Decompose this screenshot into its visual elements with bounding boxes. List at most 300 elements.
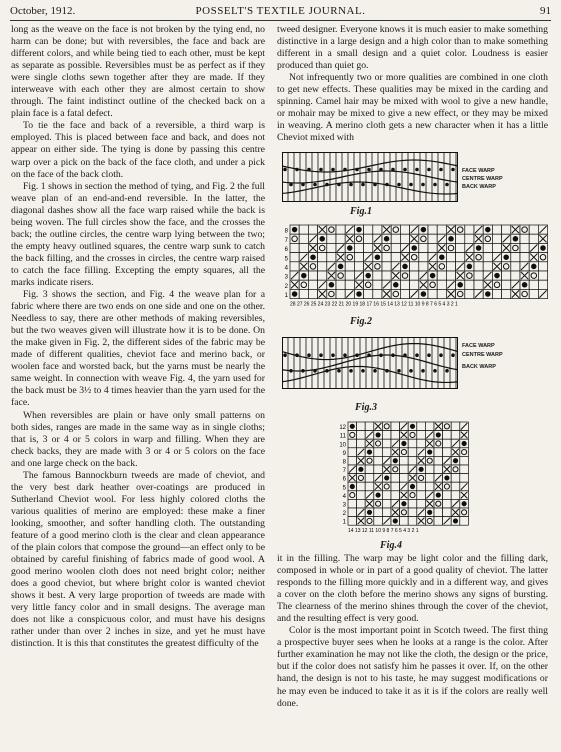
riser-full-circle (457, 282, 463, 288)
weave-cell (382, 508, 391, 517)
filling-pick (313, 183, 317, 187)
weave-cell (364, 289, 373, 298)
weave-cell (419, 253, 428, 262)
weave-cell (529, 234, 538, 243)
riser-full-circle (367, 510, 372, 515)
riser-full-circle (393, 458, 398, 463)
weave-cell (502, 289, 511, 298)
weave-cell (474, 271, 483, 280)
filling-pick (379, 353, 383, 357)
fig2-diagram (282, 223, 552, 315)
weave-cell (382, 439, 391, 448)
weave-cell (456, 234, 465, 243)
fig3-diagram (282, 337, 458, 395)
filling-pick (367, 168, 371, 172)
riser-full-circle (350, 424, 355, 429)
riser-full-circle (384, 475, 389, 480)
paragraph: To tie the face and back of a reversible, a third warp is employed. This is placed between face and back, and does not appear on either side. The tying is done by passing this centre warp over a pick on the back of the face cloth, and under a pick on the face of the back cloth. (11, 120, 265, 180)
row-number: 7 (342, 468, 346, 475)
weave-cell (374, 456, 383, 465)
weave-cell (348, 499, 357, 508)
weave-cell (425, 482, 434, 491)
weave-cell (308, 271, 317, 280)
row-number: 2 (342, 511, 346, 518)
riser-full-circle (421, 227, 427, 233)
weave-cell (348, 456, 357, 465)
weave-cell (400, 474, 409, 483)
filling-pick (427, 168, 431, 172)
filling-pick (427, 353, 431, 357)
weave-cell (408, 456, 417, 465)
weave-cell (417, 422, 426, 431)
weave-cell (373, 289, 382, 298)
weave-cell (456, 243, 465, 252)
filling-pick (325, 183, 329, 187)
filling-pick (433, 183, 437, 187)
filling-pick (391, 168, 395, 172)
weave-cell (474, 280, 483, 289)
weave-cell (336, 234, 345, 243)
filling-pick (349, 183, 353, 187)
filling-pick (289, 369, 293, 373)
row-number: 6 (284, 247, 288, 254)
weave-cell (437, 225, 446, 234)
riser-full-circle (301, 273, 307, 279)
riser-full-circle (513, 236, 519, 242)
figure-3-section (282, 337, 458, 395)
riser-full-circle (356, 227, 362, 233)
riser-full-circle (402, 264, 408, 270)
weave-cell (410, 271, 419, 280)
filling-pick (391, 353, 395, 357)
column-numbers: 14 13 12 11 10 9 8 7 6 5 4 3 2 1 (348, 528, 419, 535)
fig4-diagram (336, 420, 476, 548)
filling-pick (409, 183, 413, 187)
row-number: 4 (342, 493, 346, 500)
riser-full-circle (485, 291, 491, 297)
riser-full-circle (356, 291, 362, 297)
weave-cell (434, 517, 443, 526)
filling-pick (445, 183, 449, 187)
weave-cell (443, 491, 452, 500)
weave-cell (357, 482, 366, 491)
weave-cell (299, 289, 308, 298)
filling-pick (439, 353, 443, 357)
weave-cell (529, 289, 538, 298)
fig3-label-back-warp: BACK WARP (462, 364, 496, 370)
riser-full-circle (338, 264, 344, 270)
weave-cell (428, 289, 437, 298)
filling-pick (379, 168, 383, 172)
filling-pick (421, 183, 425, 187)
filling-pick (325, 369, 329, 373)
weave-cell (483, 262, 492, 271)
weave-cell (391, 422, 400, 431)
filling-pick (313, 369, 317, 373)
weave-cell (443, 448, 452, 457)
weave-cell (460, 517, 469, 526)
filling-pick (439, 168, 443, 172)
row-number: 4 (284, 265, 288, 272)
riser-full-circle (448, 236, 454, 242)
riser-full-circle (444, 475, 449, 480)
weave-cell (425, 465, 434, 474)
filling-pick (403, 353, 407, 357)
row-number: 10 (339, 442, 346, 449)
filling-pick (373, 183, 377, 187)
filling-pick (307, 353, 311, 357)
filling-pick (433, 369, 437, 373)
weave-cell (443, 499, 452, 508)
filling-pick (349, 369, 353, 373)
riser-full-circle (329, 282, 335, 288)
filling-pick (289, 183, 293, 187)
weave-cell (357, 422, 366, 431)
weave-cell (451, 482, 460, 491)
weave-cell (327, 243, 336, 252)
fig1-diagram (282, 152, 458, 212)
riser-full-circle (503, 254, 509, 260)
weave-cell (400, 289, 409, 298)
paragraph: The famous Bannockburn tweeds are made of cheviot, and the very best dark heather over-coatings are produced in Sutherland Cheviot wool. For less highly colored cloths the various qualities of merino are employed: these make a finer looking, smoother, and softer handling cloth. The outstanding feature of a good merino cloth is the clear and clean appearance of the plain colors that compose the ground—an effect only to be obtained by careful finishing of fabrics made of good wool. A good merino woolen cloth does not need bright color; neither does a good cheviot, but where bright color is wanted cheviot shows it best. A very large proportion of tweeds are made with very little fancy color and in small designs. The average man does not like a conspicuous color, and must have his designs rather under than over 2 inches in size, and yet he must have distinction. It is this that constitutes the greatest difficulty of the (11, 469, 265, 650)
riser-full-circle (531, 264, 537, 270)
paragraph: Not infrequently two or more qualities are combined in one cloth to get new effects. These qualities may be mixed in the carding and spinning. Camel hair may be mixed with wool to give a new handle, or mohair may be mixed to give a new effect, or they may be mixed in weaving. A merino cloth gets a new character when it has a little Cheviot mixed with (277, 72, 548, 144)
weave-cell (374, 465, 383, 474)
figure-2-weave-plan (282, 223, 552, 315)
weave-cell (354, 262, 363, 271)
weave-cell (364, 234, 373, 243)
weave-cell (382, 431, 391, 440)
riser-full-circle (310, 254, 316, 260)
row-number: 3 (284, 274, 288, 281)
weave-cell (446, 253, 455, 262)
weave-cell (327, 253, 336, 262)
weave-cell (465, 289, 474, 298)
riser-full-circle (401, 441, 406, 446)
weave-cell (345, 271, 354, 280)
weave-cell (417, 482, 426, 491)
page-number: 91 (540, 5, 551, 17)
filling-pick (337, 183, 341, 187)
riser-full-circle (462, 441, 467, 446)
paragraph: When reversibles are plain or have only small patterns on both sides, ranges are made in the same way as in single cloths; that is, 3 or 4 or 5 colors in warp and filling. When they are check backs, they are made with 3 or 4 or 5 colors on the face and one large check on the back. (11, 409, 265, 469)
weave-cell (410, 262, 419, 271)
weave-cell (428, 225, 437, 234)
weave-cell (419, 243, 428, 252)
filling-pick (385, 369, 389, 373)
weave-cell (290, 253, 299, 262)
weave-cell (502, 280, 511, 289)
row-number: 3 (342, 502, 346, 509)
weave-cell (348, 439, 357, 448)
row-number: 5 (284, 256, 288, 263)
weave-cell (460, 474, 469, 483)
filling-pick (451, 353, 455, 357)
filling-pick (337, 369, 341, 373)
weave-cell (348, 517, 357, 526)
riser-full-circle (421, 291, 427, 297)
weave-cell (336, 289, 345, 298)
weave-cell (299, 243, 308, 252)
paragraph: Fig. 3 shows the section, and Fig. 4 the weave plan for a fabric where there are two ends on one side and one on the other. Needless to say, there are other methods of making reversibles, but the two weaves given will illustrate how it is to be done. On the make given in Fig. 2, the different sides of the fabric may be made of different qualities, cheviot face and merino back, or woolen face and worsted back, but the yarns must be nearly the same weight. In connection with weave Fig. 4, the yarn used for the back must be 3½ to 4 times heavier than the yarn used for the face. (11, 289, 265, 409)
row-number: 7 (284, 237, 288, 244)
riser-full-circle (319, 236, 325, 242)
weave-cell (400, 234, 409, 243)
filling-pick (319, 168, 323, 172)
weave-cell (417, 439, 426, 448)
journal-title: POSSELT'S TEXTILE JOURNAL. (195, 5, 366, 17)
weave-cell (460, 456, 469, 465)
weave-cell (374, 517, 383, 526)
weave-cell (446, 271, 455, 280)
weave-cell (318, 271, 327, 280)
weave-cell (365, 465, 374, 474)
weave-cell (374, 448, 383, 457)
weave-cell (511, 253, 520, 262)
riser-full-circle (436, 493, 441, 498)
filling-pick (415, 353, 419, 357)
riser-full-circle (365, 273, 371, 279)
riser-full-circle (375, 254, 381, 260)
riser-full-circle (292, 227, 298, 233)
weave-cell (391, 482, 400, 491)
weave-cell (492, 234, 501, 243)
filling-pick (301, 369, 305, 373)
weave-cell (373, 271, 382, 280)
riser-full-circle (494, 273, 500, 279)
weave-cell (327, 234, 336, 243)
weave-cell (410, 280, 419, 289)
weave-cell (520, 253, 529, 262)
riser-full-circle (393, 518, 398, 523)
weave-cell (391, 243, 400, 252)
weave-cell (520, 243, 529, 252)
filling-pick (367, 353, 371, 357)
row-number: 5 (342, 485, 346, 492)
riser-full-circle (393, 282, 399, 288)
riser-full-circle (453, 518, 458, 523)
weave-cell (400, 280, 409, 289)
weave-cell (391, 491, 400, 500)
weave-cell (425, 474, 434, 483)
weave-cell (318, 253, 327, 262)
fig1-label-face-warp: FACE WARP (462, 168, 495, 174)
fig3-label-centre-warp: CENTRE WARP (462, 352, 503, 358)
weave-cell (364, 243, 373, 252)
filling-pick (397, 183, 401, 187)
right-column-top (277, 24, 548, 144)
row-number: 11 (339, 433, 346, 440)
paragraph: it in the filling. The warp may be light color and the filling dark, composed in whole or in part of a good quality of cheviot. The latter responds to the filling more quickly and in a different way, and gives a cover on the cloth before the merino shows any signs of bursting. The clearness of the merino shines through the cover of the cheviot, and the resulting effect is very good. (277, 553, 548, 625)
weave-cell (428, 234, 437, 243)
weave-cell (391, 431, 400, 440)
riser-full-circle (350, 484, 355, 489)
weave-cell (357, 431, 366, 440)
weave-cell (502, 225, 511, 234)
weave-cell (408, 439, 417, 448)
riser-full-circle (411, 245, 417, 251)
fig2-caption: Fig.2 (350, 316, 372, 327)
weave-cell (357, 499, 366, 508)
row-number: 2 (284, 283, 288, 290)
filling-pick (361, 183, 365, 187)
filling-pick (421, 369, 425, 373)
fig1-caption: Fig.1 (350, 206, 372, 217)
weave-cell (434, 465, 443, 474)
filling-pick (373, 369, 377, 373)
weave-cell (348, 448, 357, 457)
weave-cell (308, 225, 317, 234)
weave-cell (382, 253, 391, 262)
weave-cell (365, 482, 374, 491)
weave-cell (373, 280, 382, 289)
filling-pick (445, 369, 449, 373)
weave-cell (451, 474, 460, 483)
paragraph: Fig. 1 shows in section the method of tying, and Fig. 2 the full weave plan of an end-and-end reversible. In the latter, the diagonal dashes show all the face warp raised while the back is being woven. The full circles show the face, and the crosses the back; the outline circles, the centre warp lying between the two; the empty heavy outlined squares, the centre warp sunk to catch the back filling, and the crosses in circles, the centre warp raised to catch the face filling. Excepting the empty squares, all the marks indicate risers. (11, 180, 265, 288)
weave-cell (290, 262, 299, 271)
weave-cell (400, 456, 409, 465)
weave-cell (425, 422, 434, 431)
weave-cell (290, 243, 299, 252)
weave-cell (437, 280, 446, 289)
weave-cell (345, 262, 354, 271)
figure-4-weave-plan (336, 420, 476, 548)
riser-full-circle (476, 245, 482, 251)
riser-full-circle (467, 264, 473, 270)
weave-cell (434, 448, 443, 457)
weave-cell (451, 491, 460, 500)
weave-cell (434, 508, 443, 517)
weave-cell (382, 448, 391, 457)
riser-full-circle (410, 424, 415, 429)
filling-pick (301, 183, 305, 187)
weave-cell (492, 225, 501, 234)
weave-cell (365, 474, 374, 483)
riser-full-circle (522, 282, 528, 288)
filling-pick (283, 353, 287, 357)
filling-pick (415, 168, 419, 172)
riser-full-circle (410, 484, 415, 489)
riser-full-circle (453, 458, 458, 463)
weave-cell (492, 243, 501, 252)
weave-cell (451, 431, 460, 440)
weave-cell (400, 225, 409, 234)
weave-cell (417, 499, 426, 508)
riser-full-circle (376, 432, 381, 437)
paragraph: Color is the most important point in Scotch tweed. The first thing a prospective buyer sees when he looks at a range is the color. After further examination he may not like the cloth, the design or the price, but if the color does not satisfy him he passes it over. If, on the other hand, the design is not to his taste, he may suggest modifications or he may even be induced to take it as it is if the colors are really well done. (277, 625, 548, 709)
filling-pick (343, 353, 347, 357)
row-number: 8 (284, 228, 288, 235)
filling-pick (331, 353, 335, 357)
riser-full-circle (419, 467, 424, 472)
filling-pick (307, 168, 311, 172)
filling-pick (409, 369, 413, 373)
weave-cell (474, 262, 483, 271)
fig1-label-back-warp: BACK WARP (462, 184, 496, 190)
weave-cell (456, 253, 465, 262)
filling-pick (397, 369, 401, 373)
fig3-caption: Fig.3 (355, 402, 377, 413)
riser-full-circle (485, 227, 491, 233)
weave-cell (357, 439, 366, 448)
left-column (11, 24, 265, 650)
riser-full-circle (376, 493, 381, 498)
weave-cell (299, 234, 308, 243)
weave-cell (465, 280, 474, 289)
row-number: 1 (342, 519, 346, 526)
weave-cell (538, 262, 547, 271)
weave-cell (465, 225, 474, 234)
filling-pick (343, 168, 347, 172)
weave-cell (417, 431, 426, 440)
riser-full-circle (439, 254, 445, 260)
weave-cell (428, 243, 437, 252)
weave-cell (460, 465, 469, 474)
row-number: 8 (342, 459, 346, 466)
paragraph: tweed designer. Everyone knows it is much easier to make something distinctive in a large design and a high color than to make something different in a small design and a quiet color. Loudness is easier produced than quiet go. (277, 24, 548, 72)
weave-cell (308, 289, 317, 298)
riser-full-circle (427, 510, 432, 515)
weave-cell (365, 422, 374, 431)
row-number: 6 (342, 476, 346, 483)
weave-cell (299, 225, 308, 234)
weave-cell (382, 271, 391, 280)
weave-cell (443, 439, 452, 448)
weave-cell (408, 448, 417, 457)
weave-cell (408, 508, 417, 517)
weave-cell (419, 262, 428, 271)
weave-cell (529, 280, 538, 289)
filling-pick (451, 168, 455, 172)
weave-cell (434, 456, 443, 465)
column-numbers: 28 27 26 25 24 23 22 21 20 19 18 17 16 15 14 13 12 11 10 9 8 7 6 5 4 3 2 1 (290, 301, 458, 308)
weave-cell (382, 491, 391, 500)
row-number: 12 (339, 425, 346, 432)
riser-full-circle (430, 273, 436, 279)
fig4-caption: Fig.4 (380, 540, 402, 551)
weave-cell (443, 508, 452, 517)
weave-cell (308, 280, 317, 289)
weave-cell (408, 499, 417, 508)
fig3-label-face-warp: FACE WARP (462, 343, 495, 349)
weave-cell (451, 422, 460, 431)
weave-cell (318, 262, 327, 271)
weave-cell (502, 271, 511, 280)
weave-cell (400, 465, 409, 474)
riser-full-circle (358, 467, 363, 472)
weave-cell (345, 280, 354, 289)
riser-full-circle (436, 432, 441, 437)
riser-full-circle (367, 450, 372, 455)
weave-cell (382, 499, 391, 508)
weave-cell (336, 225, 345, 234)
weave-cell (437, 271, 446, 280)
weave-cell (408, 517, 417, 526)
weave-cell (373, 225, 382, 234)
row-number: 9 (342, 450, 346, 457)
header-rule (10, 20, 551, 21)
filling-pick (355, 353, 359, 357)
weave-cell (354, 243, 363, 252)
weave-cell (538, 271, 547, 280)
weave-cell (492, 289, 501, 298)
weave-cell (391, 474, 400, 483)
paragraph: long as the weave on the face is not broken by the tying end, no harm can be done; but with reversibles, the face and back are different colors, and while being tied to each other, must be kept as separate as possible. Reversibles must be as perfect as if they were single cloths sewn together after they are made. If they interweave with each other they are almost certain to show through. The faint indistinct outline of the checked back on a plain face is a fatal defect. (11, 24, 265, 120)
weave-cell (417, 491, 426, 500)
filling-pick (403, 168, 407, 172)
weave-cell (391, 253, 400, 262)
weave-cell (446, 262, 455, 271)
